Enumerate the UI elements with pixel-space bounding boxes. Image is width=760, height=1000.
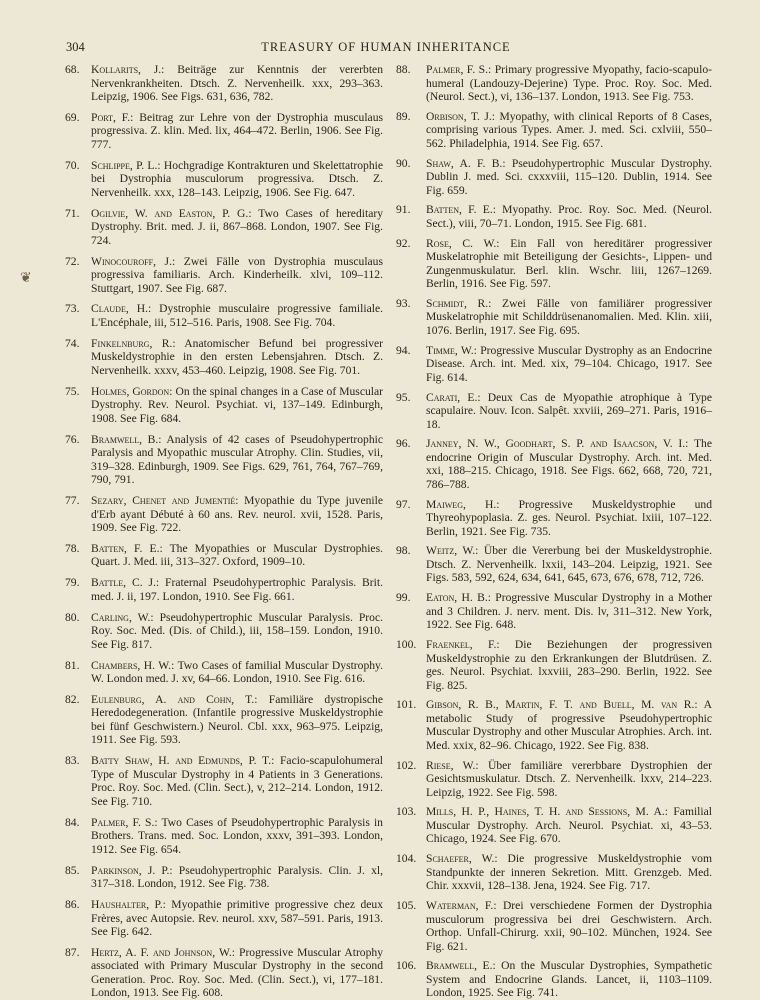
reference-number: 88. (396, 63, 411, 76)
reference-authors: Palmer, F. S.: (91, 815, 158, 829)
reference-text: Pseudohypertrophic Muscular Dystrophy. Dublin J. med. Sci. cxxxviii, 115–120. Dublin, 1914. See Fig. 659. (426, 156, 712, 197)
reference-text: Die Beziehungen der progressiven Muskeldystrophie zu den Erkrankungen der Blutdrüsen. Z. ges. Neurol. Psychiat. lxxviii, 283–290. Berlin, 1922. See Fig. 825. (426, 638, 712, 692)
reference-text: Zwei Fälle von familiärer progressiver Muskelatrophie mit Schilddrüsenanomalien. Med. Klin. xiii, 1076. Berlin, 1917. See Fig. 695. (426, 296, 712, 337)
reference-authors: Fraenkel, F.: (426, 638, 500, 652)
reference-authors: Holmes, Gordon: (91, 384, 173, 398)
reference-entry (396, 959, 712, 1000)
reference-number: 99. (396, 591, 411, 605)
reference-number: 104. (396, 852, 417, 866)
reference-number: 100. (396, 638, 417, 652)
reference-number: 101. (396, 698, 417, 712)
reference-entry (65, 302, 383, 329)
reference-text: Two Cases of familial Muscular Dystrophy. W. London med. J. xv, 64–66. London, 1910. See Fig. 616. (91, 658, 383, 686)
reference-entry (396, 237, 712, 291)
reference-text: Anatomischer Befund bei progressiver Muskeldystrophie in den ersten Lebensjahren. Dtsch. Z. Nervenheilk. xxxv, 453–460. Leipzig, 1908. See Fig. 701. (91, 336, 384, 377)
reference-authors: Gibson, R. B., Martin, F. T. and Buell, M. van R.: (426, 698, 698, 712)
reference-number: 95. (396, 390, 411, 404)
reference-authors: Port, F.: (91, 110, 134, 124)
reference-text: Myopathie du Type juvenile d'Erb ayant Débuté à 60 ans. Rev. neurol. xvii, 1528. Paris, 1909. See Fig. 722. (91, 494, 383, 535)
reference-number: 82. (65, 692, 80, 706)
reference-text: On the spinal changes in a Case of Muscular Dystrophy. Rev. Neurol. Psychiat. vi, 137–149. Edinburgh, 1908. See Fig. 684. (91, 384, 383, 425)
reference-entry (65, 111, 383, 152)
reference-authors: Batten, F. E.: (426, 203, 496, 217)
reference-entry (396, 157, 712, 198)
reference-authors: Eaton, H. B.: (426, 591, 491, 605)
reference-authors: Janney, N. W., Goodhart, S. P. and Isaacson, V. I.: (426, 437, 689, 451)
reference-entry (65, 207, 383, 248)
reference-entry (65, 898, 383, 939)
reference-authors: Bramwell, E.: (426, 959, 496, 973)
reference-number: 85. (65, 863, 80, 877)
reference-text: Progressive Muskeldystrophie und Thyreohypoplasia. Z. ges. Neurol. Psychiat. lxiii, 107–122. Berlin, 1921. See Fig. 735. (426, 497, 712, 538)
reference-authors: Riese, W.: (426, 758, 479, 772)
reference-authors: Winocouroff, J.: (91, 254, 176, 268)
reference-authors: Mills, H. P., Haines, T. H. and Sessions, M. A.: (426, 805, 668, 819)
reference-text: Drei verschiedene Formen der Dystrophia musculorum progressiva bei drei Geschwistern. Arch. Orthop. Unfall-Chirurg. xxii, 90–102. München, 1924. See Fig. 621. (426, 899, 713, 953)
reference-text: Die progressive Muskeldystrophie vom Standpunkte der inneren Sekretion. Mitt. Grenzgeb. Med. Chir. xxxvii, 128–138. Jena, 1924. See Fig. 717. (426, 852, 712, 893)
reference-entry (396, 899, 712, 953)
reference-text: Über die Vererbung bei der Muskeldystrophie. Dtsch. Z. Nervenheilk. lxxii, 143–204. Leipzig, 1921. See Figs. 583, 592, 624, 634, 641, 645, 673, 676, 678, 712, 726. (426, 544, 712, 585)
reference-entry (396, 591, 712, 632)
reference-entry (65, 693, 383, 747)
reference-number: 90. (396, 156, 411, 170)
reference-entry (65, 337, 383, 378)
reference-authors: Schmidt, R.: (426, 296, 492, 310)
reference-number: 72. (65, 254, 80, 268)
reference-entry (65, 255, 383, 296)
reference-authors: Palmer, F. S.: (426, 63, 492, 76)
reference-entry (65, 864, 383, 891)
reference-authors: Parkinson, J. P.: (91, 863, 173, 877)
reference-text: On the Muscular Dystrophies, Sympathetic System and Endocrine Glands. Lancet, ii, 1103–1109. London, 1925. See Fig. 741. (426, 959, 712, 1000)
reference-text: The Myopathies or Muscular Dystrophies. Quart. J. Med. iii, 313–327. Oxford, 1909–10. (91, 541, 383, 569)
reference-entry (396, 203, 712, 230)
reference-number: 106. (396, 959, 417, 973)
reference-authors: Orbison, T. J.: (426, 109, 496, 123)
reference-authors: Ogilvie, W. and Easton, P. G.: (91, 206, 252, 220)
reference-entry (396, 391, 712, 432)
reference-text: Pseudohypertrophic Muscular Paralysis. Proc. Roy. Soc. Med. (Dis. of Child.), iii, 158–159. London, 1910. See Fig. 817. (91, 610, 383, 651)
reference-entry (396, 437, 712, 491)
reference-authors: Maiweg, H.: (426, 497, 500, 511)
running-title: TREASURY OF HUMAN INHERITANCE (261, 40, 511, 54)
reference-number: 103. (396, 805, 417, 819)
reference-number: 86. (65, 898, 80, 912)
reference-entry (396, 498, 712, 539)
reference-text: A metabolic Study of progressive Pseudohypertrophic Muscular Dystrophy and other Muscular Atrophies. Arch. int. Med. xxix, 82–96. Chicago, 1922. See Fig. 838. (426, 698, 712, 752)
reference-number: 105. (396, 899, 417, 913)
reference-authors: Eulenburg, A. and Cohn, T.: (91, 692, 258, 706)
reference-text: Myopathie primitive progressive chez deux Frères, avec Autopsie. Rev. neurol. xxv, 587–591. Paris, 1913. See Fig. 642. (91, 898, 383, 939)
reference-entry (396, 297, 712, 338)
reference-text: Dystrophie musculaire progressive familiale. L'Encéphale, iii, 512–516. Paris, 1908. See Fig. 704. (91, 302, 383, 329)
reference-authors: Bramwell, B.: (91, 432, 162, 446)
reference-number: 81. (65, 658, 80, 672)
reference-text: The endocrine Origin of Muscular Dystrophy. Arch. int. Med. xxi, 188–215. Chicago, 1918. See Figs. 662, 668, 720, 721, 786–788. (426, 437, 712, 491)
reference-authors: Claude, H.: (91, 302, 152, 316)
reference-number: 69. (65, 110, 80, 124)
reference-text: Two Cases of Pseudohypertrophic Paralysis in Brothers. Trans. med. Soc. London, xxxv, 391–393. London, 1912. See Fig. 654. (91, 815, 383, 856)
reference-text: Familial Muscular Dystrophy. Arch. Neurol. Psychiat. xi, 43–53. Chicago, 1924. See Fig. 670. (426, 805, 712, 846)
reference-entry (396, 698, 712, 752)
reference-text: Deux Cas de Myopathie atrophique à Type scapulaire. Nouv. Icon. Salpêt. xxviii, 269–271. Paris, 1916–18. (426, 390, 712, 431)
reference-number: 76. (65, 432, 80, 446)
reference-number: 98. (396, 544, 411, 558)
reference-entry (396, 110, 712, 151)
reference-number: 89. (396, 109, 411, 123)
reference-number: 77. (65, 494, 80, 508)
reference-text: Beiträge zur Kenntnis der vererbten Nervenkrankheiten. Dtsch. Z. Nervenheilk. xxx, 293–363. Leipzig, 1906. See Figs. 631, 636, 782. (91, 63, 383, 103)
reference-number: 74. (65, 336, 80, 350)
reference-number: 102. (396, 758, 417, 772)
reference-number: 94. (396, 343, 411, 357)
reference-text: Pseudohypertrophic Paralysis. Clin. J. xl, 317–318. London, 1912. See Fig. 738. (91, 863, 383, 891)
reference-authors: Weitz, W.: (426, 544, 479, 558)
reference-entry (65, 159, 383, 200)
reference-entry (396, 759, 712, 800)
reference-number: 70. (65, 158, 80, 172)
left-column (65, 63, 383, 1000)
reference-entry (65, 754, 383, 808)
margin-mark-icon: ❦ (20, 271, 32, 286)
reference-entry (65, 611, 383, 652)
reference-entry (65, 63, 383, 104)
reference-entry (65, 433, 383, 487)
reference-text: Myopathy, with clinical Reports of 8 Cases, comprising various Types. Amer. J. med. Sci. cxlviii, 550–562. Philadelphia, 1914. See Fig. 657. (426, 109, 713, 150)
reference-entry (396, 63, 712, 104)
reference-authors: Hertz, A. F. and Johnson, W.: (91, 945, 235, 959)
reference-authors: Batten, F. E.: (91, 541, 163, 555)
reference-number: 80. (65, 610, 80, 624)
reference-number: 91. (396, 203, 411, 217)
reference-authors: Batty Shaw, H. and Edmunds, P. T.: (91, 754, 275, 768)
reference-authors: Chambers, H. W.: (91, 658, 175, 672)
reference-text: Primary progressive Myopathy, facio-scapulo-humeral (Landouzy-Dejerine) Type. Proc. Roy. Soc. Med. (Neurol. Sect.), vi, 136–137. London, 1913. See Fig. 753. (426, 63, 712, 103)
reference-number: 92. (396, 236, 411, 250)
reference-authors: Timme, W.: (426, 343, 477, 357)
page-number: 304 (66, 40, 85, 54)
reference-number: 93. (396, 296, 411, 310)
reference-authors: Schlippe, P. L.: (91, 158, 161, 172)
reference-text: Facio-scapulohumeral Type of Muscular Dystrophy in 4 Patients in 3 Generations. Proc. Roy. Soc. Med. (Clin. Sect.), v, 212–214. London, 1912. See Fig. 710. (91, 754, 383, 808)
reference-number: 83. (65, 754, 80, 768)
reference-text: Zwei Fälle von Dystrophia musculaus progressiva familiaris. Arch. Kinderheilk. xlvi, 109–112. Stuttgart, 1907. See Fig. 687. (91, 254, 383, 295)
reference-authors: Carati, E.: (426, 390, 481, 404)
reference-entry (65, 816, 383, 857)
reference-number: 79. (65, 576, 80, 590)
reference-entry (396, 852, 712, 893)
reference-authors: Haushalter, P.: (91, 898, 166, 912)
reference-authors: Battle, C. J.: (91, 576, 160, 590)
reference-text: Analysis of 42 cases of Pseudohypertrophic Paralysis and Myopathic muscular Atrophy. Clin. Studies, vii, 319–328. Edinburgh, 1909. See Figs. 629, 761, 764, 767–769, 790, 791. (91, 432, 383, 487)
reference-authors: Carling, W.: (91, 610, 154, 624)
reference-entry (65, 385, 383, 426)
reference-number: 97. (396, 497, 411, 511)
reference-text: Hochgradige Kontrakturen und Skelettatrophie bei Dystrophia musculorum progressiva. Dtsch. Z. Nervenheilk. xxx, 128–143. Leipzig, 1906. See Fig. 647. (91, 158, 384, 199)
reference-text: Two Cases of hereditary Dystrophy. Brit. med. J. ii, 867–868. London, 1907. See Fig. 724. (91, 206, 383, 247)
reference-number: 73. (65, 302, 80, 316)
reference-entry (65, 659, 383, 686)
reference-number: 78. (65, 541, 80, 555)
reference-number: 75. (65, 384, 80, 398)
reference-text: Myopathy. Proc. Roy. Soc. Med. (Neurol. Sect.), viii, 70–71. London, 1915. See Fig. 681. (426, 203, 712, 230)
reference-text: Beitrag zur Lehre von der Dystrophia musculaus progressiva. Z. klin. Med. lix, 464–472. Berlin, 1906. See Fig. 777. (91, 110, 383, 151)
reference-entry (65, 542, 383, 569)
reference-authors: Kollarits, J.: (91, 63, 165, 76)
reference-entry (396, 805, 712, 846)
reference-authors: Sezary, Chenet and Jumentié: (91, 494, 239, 508)
reference-text: Familiäre dystropische Heredodegeneration. (Infantile progressive Muskeldystrophie bei fünf Geschwistern.) Neurol. Cbl. xxx, 963–975. Leipzig, 1911. See Fig. 593. (91, 692, 384, 747)
right-column (396, 63, 712, 1000)
page-header (66, 40, 706, 56)
reference-entry (65, 494, 383, 535)
reference-entry (396, 638, 712, 692)
reference-authors: Finkelnburg, R.: (91, 336, 176, 350)
reference-number: 71. (65, 206, 80, 220)
reference-text: Progressive Muscular Dystrophy in a Mother and 3 Children. J. nerv. ment. Dis. lv, 311–312. New York, 1922. See Fig. 648. (426, 591, 712, 632)
reference-text: Fraternal Pseudohypertrophic Paralysis. Brit. med. J. ii, 197. London, 1910. See Fig. 661. (91, 576, 383, 603)
reference-text: Ein Fall von hereditärer progressiver Muskelatrophie mit Beteiligung der Gesichts-, Lippen- und Zungenmuskulatur. Berl. klin. Wschr. liii, 1267–1269. Berlin, 1916. See Fig. 597. (426, 236, 713, 291)
reference-authors: Shaw, A. F. B.: (426, 156, 506, 170)
reference-number: 84. (65, 815, 80, 829)
reference-authors: Schaefer, W.: (426, 852, 498, 866)
reference-entry (396, 344, 712, 385)
reference-number: 68. (65, 63, 80, 76)
reference-authors: Rose, C. W.: (426, 236, 500, 250)
reference-entry (65, 576, 383, 603)
reference-entry (396, 544, 712, 585)
reference-text: Progressive Muscular Dystrophy as an Endocrine Disease. Arch. int. Med. xix, 79–104. Chicago, 1917. See Fig. 614. (426, 343, 712, 384)
reference-text: Über familiäre vererbbare Dystrophien der Gesichtsmuskulatur. Dtsch. Z. Nervenheilk. lxxv, 214–223. Leipzig, 1922. See Fig. 598. (426, 758, 712, 799)
reference-authors: Waterman, F.: (426, 899, 497, 913)
reference-number: 96. (396, 437, 411, 451)
reference-text: Progressive Muscular Atrophy associated with Primary Muscular Dystrophy in the second Generation. Proc. Roy. Soc. Med. (Clin. Sect.), vi, 177–181. London, 1913. See Fig. 608. (91, 945, 383, 1000)
reference-number: 87. (65, 945, 80, 959)
